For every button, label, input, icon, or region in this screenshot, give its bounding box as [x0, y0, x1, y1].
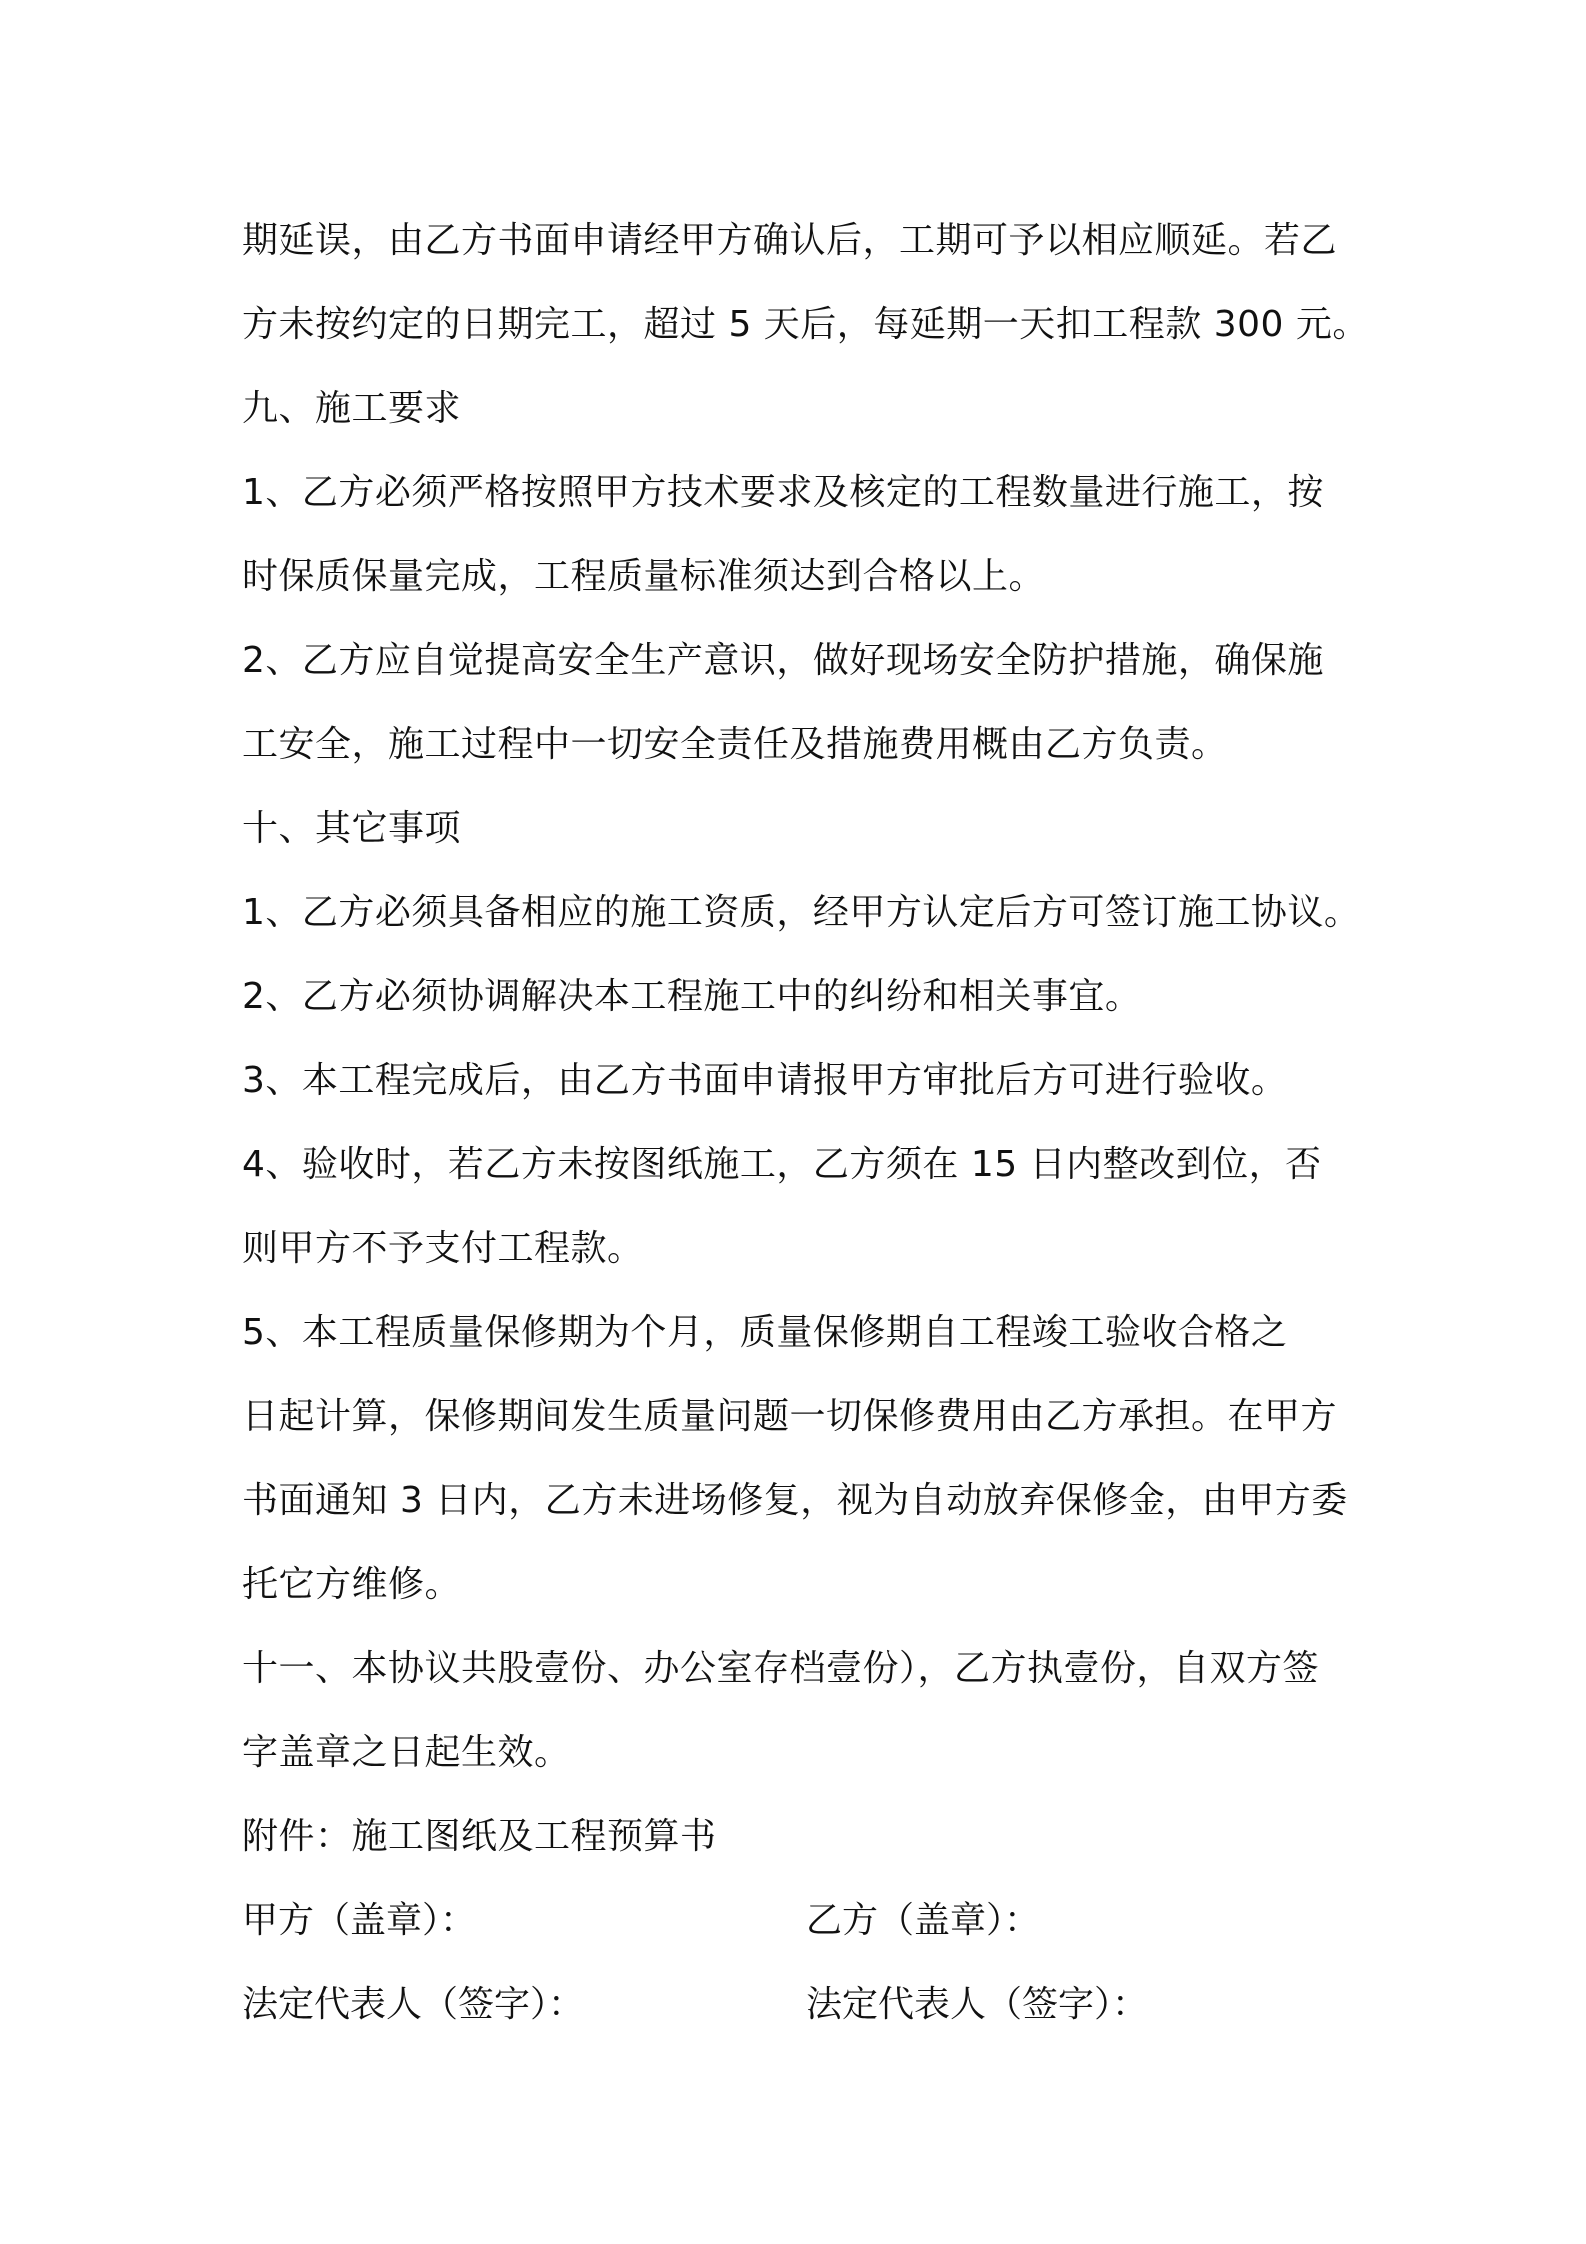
text-line: 日起计算，保修期间发生质量问题一切保修费用由乙方承担。在甲方 [242, 1396, 1338, 1437]
text-line: 期延误，由乙方书面申请经甲方确认后，工期可予以相应顺延。若乙 [242, 220, 1338, 261]
text-line: 工安全，施工过程中一切安全责任及措施费用概由乙方负责。 [242, 724, 1228, 765]
text-line: 托它方维修。 [242, 1564, 462, 1605]
party-b-representative-label: 法定代表人（签字）： [806, 1984, 1149, 2025]
text-line: 方未按约定的日期完工，超过 5 天后，每延期一天扣工程款 300 元。 [242, 304, 1369, 345]
party-a-seal-label: 甲方（盖章）： [242, 1900, 477, 1941]
text-line: 5、本工程质量保修期为个月，质量保修期自工程竣工验收合格之 [242, 1312, 1288, 1353]
text-line: 1、乙方必须严格按照甲方技术要求及核定的工程数量进行施工，按 [242, 472, 1324, 513]
seal-row [242, 1879, 1382, 1963]
document-body [242, 199, 1382, 2047]
text-line: 2、乙方应自觉提高安全生产意识，做好现场安全防护措施，确保施 [242, 640, 1324, 681]
text-line: 十一、本协议共股壹份、办公室存档壹份），乙方执壹份，自双方签 [242, 1648, 1320, 1689]
text-line: 4、验收时，若乙方未按图纸施工，乙方须在 15 日内整改到位，否 [242, 1144, 1322, 1185]
text-line: 1、乙方必须具备相应的施工资质，经甲方认定后方可签订施工协议。 [242, 892, 1361, 933]
text-line: 则甲方不予支付工程款。 [242, 1228, 644, 1269]
text-line: 字盖章之日起生效。 [242, 1732, 571, 1773]
text-line: 2、乙方必须协调解决本工程施工中的纠纷和相关事宜。 [242, 976, 1142, 1017]
section-heading: 九、施工要求 [242, 388, 462, 429]
text-line: 书面通知 3 日内，乙方未进场修复，视为自动放弃保修金，由甲方委 [242, 1480, 1348, 1521]
attachment-line: 附件：施工图纸及工程预算书 [242, 1816, 717, 1857]
party-b-seal-label: 乙方（盖章）： [806, 1900, 1041, 1941]
representative-row [242, 1963, 1382, 2047]
text-line: 时保质保量完成，工程质量标准须达到合格以上。 [242, 556, 1046, 597]
section-heading: 十、其它事项 [242, 808, 462, 849]
party-a-representative-label: 法定代表人（签字）： [242, 1984, 585, 2025]
text-line: 3、本工程完成后，由乙方书面申请报甲方审批后方可进行验收。 [242, 1060, 1288, 1101]
